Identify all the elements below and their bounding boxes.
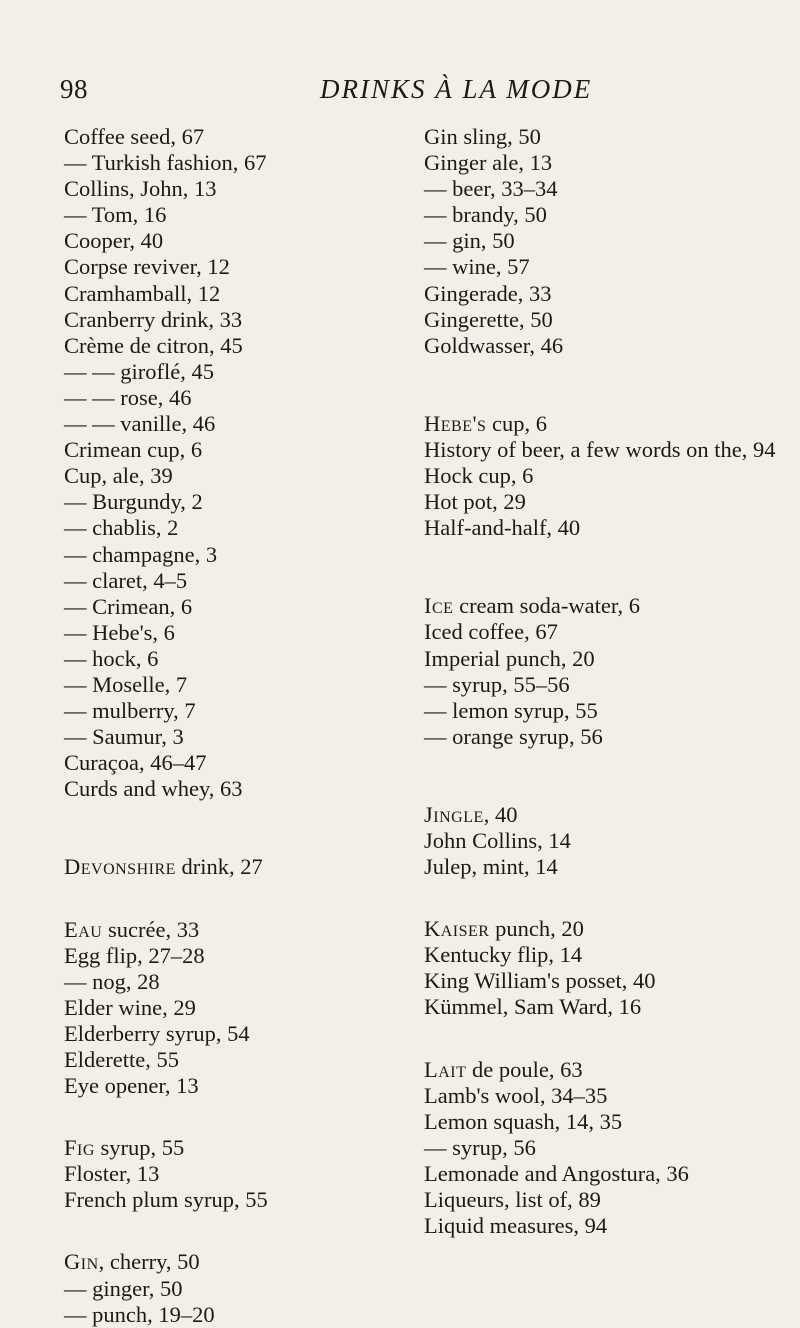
index-entry: Kentucky flip, 14	[424, 942, 583, 968]
index-entry: Lamb's wool, 34–35	[424, 1082, 608, 1108]
index-entry: Eye opener, 13	[64, 1073, 199, 1099]
section-lead-word: Kaiser	[424, 916, 490, 942]
index-entry: Elder wine, 29	[64, 994, 196, 1020]
section-lead-word: Lait	[424, 1056, 467, 1082]
index-section-h	[424, 411, 794, 541]
index-entry: Collins, John, 13	[64, 176, 217, 202]
index-entry: — Turkish fashion, 67	[64, 150, 267, 176]
index-entry: History of beer, a few words on the, 94	[424, 436, 776, 462]
index-entry: Cramhamball, 12	[64, 280, 221, 306]
index-entry: Gingerade, 33	[424, 280, 552, 306]
index-entry: — — giroflé, 45	[64, 358, 214, 384]
section-lead-word: Ice	[424, 593, 454, 619]
index-entry: Corpse reviver, 12	[64, 254, 230, 280]
index-entry: Kümmel, Sam Ward, 16	[424, 994, 642, 1020]
index-entry: Lemonade and Angostura, 36	[424, 1160, 689, 1186]
index-entry: — punch, 19–20	[64, 1301, 215, 1327]
index-entry: Ginger ale, 13	[424, 150, 553, 176]
index-entry: Lemon squash, 14, 35	[424, 1108, 623, 1134]
index-entry: Kaiser punch, 20	[424, 916, 584, 942]
index-entry: — — rose, 46	[64, 384, 192, 410]
index-entry: Imperial punch, 20	[424, 645, 595, 671]
index-entry: — brandy, 50	[424, 202, 547, 228]
index-entry: — beer, 33–34	[424, 176, 558, 202]
index-section-f	[64, 1135, 404, 1213]
index-entry: Crème de citron, 45	[64, 332, 243, 358]
index-section-g-cont	[424, 124, 794, 359]
index-section-g	[64, 1249, 404, 1327]
index-entry: — syrup, 55–56	[424, 671, 570, 697]
index-entry: Gingerette, 50	[424, 306, 553, 332]
index-entry: — Moselle, 7	[64, 671, 188, 697]
index-entry: — Tom, 16	[64, 202, 167, 228]
index-column-right	[424, 124, 794, 1239]
index-entry: Curds and whey, 63	[64, 776, 243, 802]
section-lead-word: Jingle	[424, 801, 484, 827]
index-section-c	[64, 124, 404, 802]
index-entry: Crimean cup, 6	[64, 437, 203, 463]
index-entry: Gin, cherry, 50	[64, 1249, 200, 1275]
index-entry: Floster, 13	[64, 1161, 160, 1187]
index-entry: Hock cup, 6	[424, 463, 534, 489]
index-section-e	[64, 917, 404, 1100]
index-section-k	[424, 916, 794, 1020]
index-entry: Hot pot, 29	[424, 489, 526, 515]
index-entry: Lait de poule, 63	[424, 1056, 583, 1082]
index-entry: John Collins, 14	[424, 827, 571, 853]
index-entry: — champagne, 3	[64, 541, 218, 567]
index-entry: French plum syrup, 55	[64, 1187, 268, 1213]
index-entry: — nog, 28	[64, 968, 160, 994]
index-entry: Liquid measures, 94	[424, 1213, 608, 1239]
running-title: DRINKS À LA MODE	[320, 74, 593, 104]
index-entry: Liqueurs, list of, 89	[424, 1187, 601, 1212]
index-entry: Jingle, 40	[424, 801, 518, 827]
index-entry: — orange syrup, 56	[424, 723, 603, 749]
index-entry: Elderberry syrup, 54	[64, 1020, 250, 1046]
index-entry: Cranberry drink, 33	[64, 306, 243, 332]
index-entry: Half-and-half, 40	[424, 515, 581, 541]
index-entry: — chablis, 2	[64, 515, 179, 541]
section-lead-word: Eau	[64, 916, 103, 942]
index-entry: — syrup, 56	[424, 1134, 536, 1160]
index-entry: — Saumur, 3	[64, 724, 184, 750]
index-entry: — claret, 4–5	[64, 567, 188, 593]
index-entry: — Burgundy, 2	[64, 489, 203, 515]
section-lead-word: Fig	[64, 1135, 95, 1161]
index-entry: — lemon syrup, 55	[424, 697, 598, 723]
index-entry: Julep, mint, 14	[424, 854, 558, 880]
index-section-i	[424, 593, 794, 750]
index-column-left	[64, 124, 404, 1328]
section-lead-word: Hebe's	[424, 410, 487, 436]
index-entry: Coffee seed, 67	[64, 124, 205, 149]
index-section-l	[424, 1057, 794, 1240]
index-entry: Eau sucrée, 33	[64, 916, 200, 942]
index-entry: King William's posset, 40	[424, 968, 656, 994]
index-section-d	[64, 854, 404, 880]
index-entry: Iced coffee, 67	[424, 619, 558, 645]
index-entry: Goldwasser, 46	[424, 332, 564, 358]
index-entry: Egg flip, 27–28	[64, 942, 205, 968]
index-entry: Devonshire drink, 27	[64, 854, 263, 880]
index-entry: Fig syrup, 55	[64, 1135, 185, 1161]
section-lead-word: Devonshire	[64, 854, 176, 880]
index-entry: — hock, 6	[64, 645, 159, 671]
index-entry: Ice cream soda-water, 6	[424, 593, 640, 619]
index-entry: — Hebe's, 6	[64, 619, 175, 645]
page-number: 98	[60, 74, 88, 104]
index-entry: — Crimean, 6	[64, 593, 193, 619]
index-entry: — wine, 57	[424, 254, 530, 280]
index-entry: — mulberry, 7	[64, 698, 196, 724]
index-entry: Cooper, 40	[64, 228, 164, 254]
index-entry: Curaçoa, 46–47	[64, 750, 207, 776]
section-lead-word: Gin	[64, 1249, 99, 1275]
index-entry: Elderette, 55	[64, 1047, 179, 1072]
index-entry: — gin, 50	[424, 228, 515, 254]
index-entry: — ginger, 50	[64, 1275, 183, 1301]
index-entry: — — vanille, 46	[64, 411, 216, 437]
index-entry: Gin sling, 50	[424, 124, 541, 149]
index-entry: Hebe's cup, 6	[424, 410, 548, 436]
page-header	[60, 74, 740, 110]
index-section-j	[424, 802, 794, 880]
index-entry: Cup, ale, 39	[64, 463, 173, 489]
